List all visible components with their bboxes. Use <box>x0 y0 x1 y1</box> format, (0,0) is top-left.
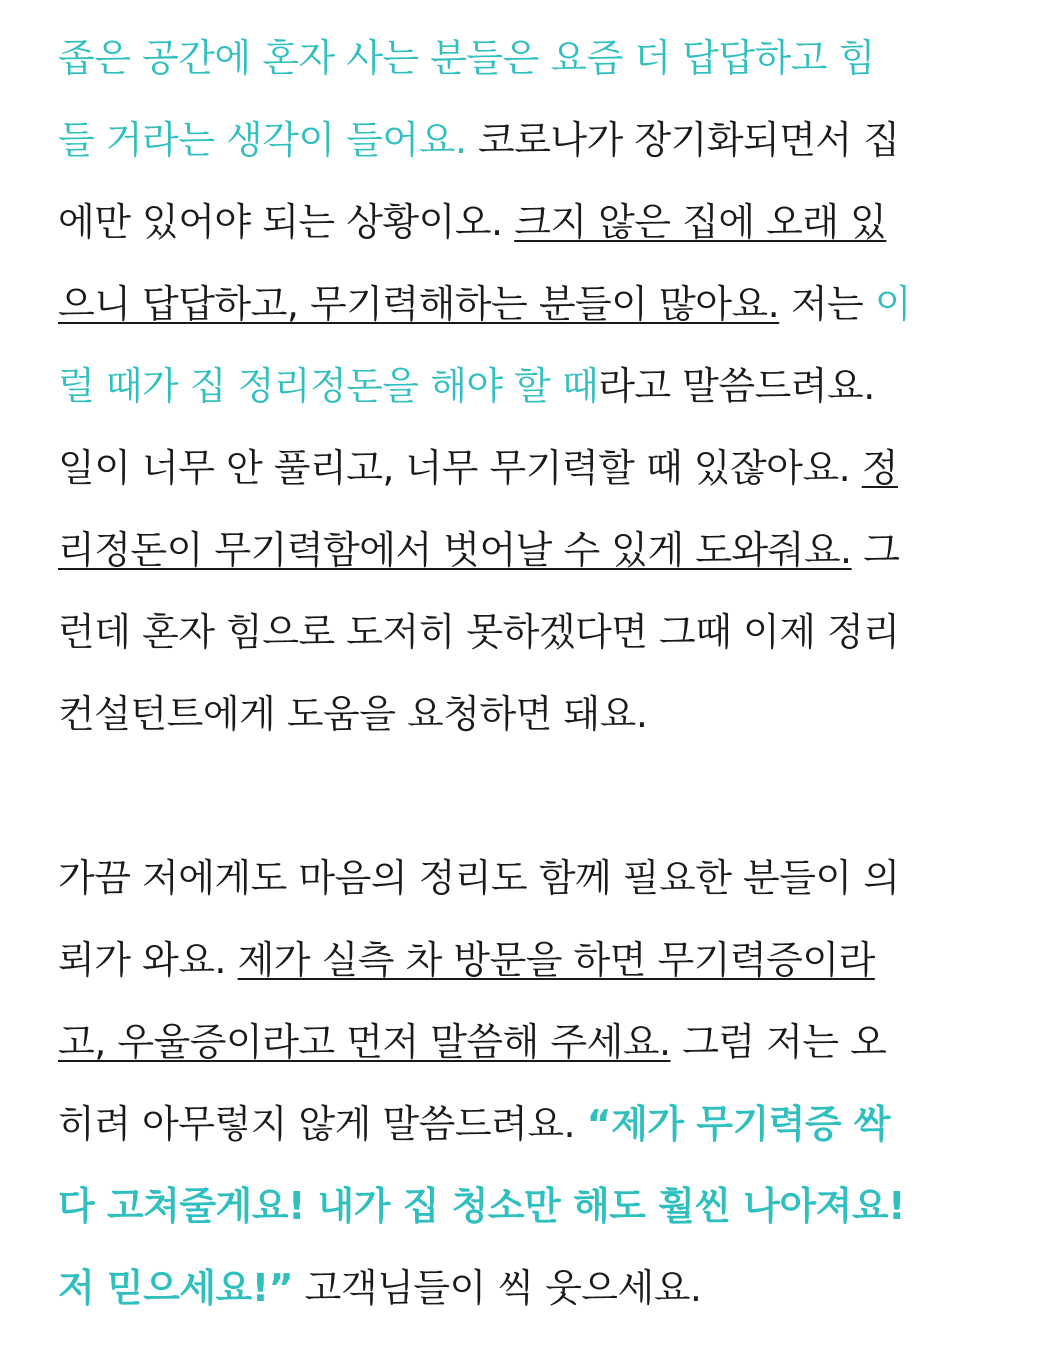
emphasis-quote: “제가 무기력증 싹 <box>586 1102 890 1146</box>
text-line <box>58 673 1018 755</box>
text-line <box>58 1247 1018 1329</box>
underlined-text: 으니 답답하고, 무기력해하는 분들이 많아요. <box>58 282 780 326</box>
body-text: 뢰가 와요. <box>58 938 238 982</box>
text-line <box>58 1001 1018 1083</box>
text-line <box>58 591 1018 673</box>
text-line <box>58 509 1018 591</box>
body-text: 히려 아무렇지 않게 말씀드려요. <box>58 1102 587 1146</box>
text-line <box>58 99 1018 181</box>
body-text: 컨설턴트에게 도움을 요청하면 돼요. <box>58 692 648 736</box>
body-text: 그럼 저는 오 <box>670 1020 887 1064</box>
body-text: 그 <box>851 528 900 572</box>
highlight-text: 이 <box>874 282 912 326</box>
emphasis-quote: 다 고쳐줄게요! 내가 집 청소만 해도 훨씬 나아져요! <box>58 1184 905 1228</box>
emphasis-quote: 저 믿으세요!” <box>58 1266 294 1310</box>
body-text: 일이 너무 안 풀리고, 너무 무기력할 때 있잖아요. <box>58 446 862 490</box>
underlined-text: 리정돈이 무기력함에서 벗어날 수 있게 도와줘요. <box>58 528 852 572</box>
highlight-text: 들 거라는 생각이 들어요. <box>58 118 467 162</box>
underlined-text: 제가 실측 차 방문을 하면 무기력증이라 <box>237 938 875 982</box>
text-line <box>58 919 1018 1001</box>
body-text: 라고 말씀드려요. <box>598 364 875 408</box>
underlined-text: 고, 우울증이라고 먼저 말씀해 주세요. <box>58 1020 671 1064</box>
text-line <box>58 181 1018 263</box>
article-body <box>58 17 1018 1329</box>
text-line <box>58 345 1018 427</box>
paragraph-spacer <box>58 755 1018 837</box>
underlined-text: 정 <box>861 446 898 490</box>
text-line <box>58 1165 1018 1247</box>
body-text: 가끔 저에게도 마음의 정리도 함께 필요한 분들이 의 <box>58 856 900 900</box>
body-text: 고객님들이 씩 웃으세요. <box>293 1266 702 1310</box>
text-line <box>58 1083 1018 1165</box>
body-text: 에만 있어야 되는 상황이오. <box>58 200 515 244</box>
text-line <box>58 17 1018 99</box>
paragraph-2 <box>58 837 1018 1329</box>
text-line <box>58 837 1018 919</box>
highlight-text: 좁은 공간에 혼자 사는 분들은 요즘 더 답답하고 힘 <box>58 36 875 80</box>
highlight-text: 럴 때가 집 정리정돈을 해야 할 때 <box>58 364 599 408</box>
body-text: 저는 <box>779 282 875 326</box>
paragraph-1 <box>58 17 1018 755</box>
text-line <box>58 427 1018 509</box>
body-text: 런데 혼자 힘으로 도저히 못하겠다면 그때 이제 정리 <box>58 610 900 654</box>
underlined-text: 크지 않은 집에 오래 있 <box>514 200 887 244</box>
text-line <box>58 263 1018 345</box>
body-text: 코로나가 장기화되면서 집 <box>466 118 900 162</box>
